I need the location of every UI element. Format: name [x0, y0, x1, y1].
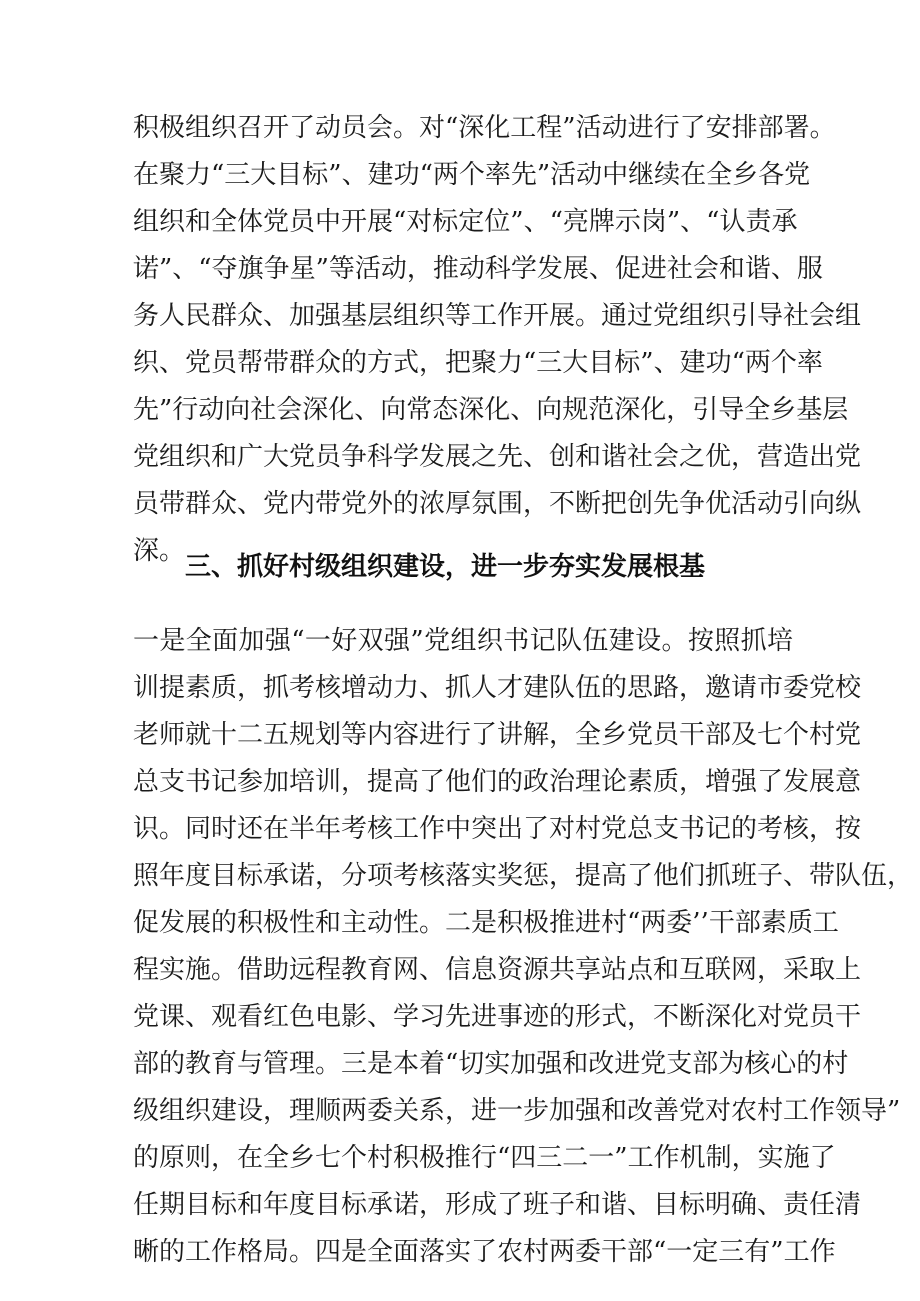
para2-line-4: 总支书记参加培训，提高了他们的政治理论素质，增强了发展意 [133, 767, 862, 797]
para1-line-7: 先”行动向社会深化、向常态深化、向规范深化，引导全乡基层 [133, 395, 849, 425]
para1-line-3: 组织和全体党员中开展“对标定位”、“亮牌示岗”、“认责承 [133, 207, 798, 237]
para2-line-5: 识。同时还在半年考核工作中突出了对村党总支书记的考核，按 [133, 814, 862, 844]
para2-line-3: 老师就十二五规划等内容进行了讲解，全乡党员干部及七个村党 [133, 720, 862, 750]
para2-line-9: 党课、观看红色电影、学习先进事迹的形式，不断深化对党员干 [133, 1002, 862, 1032]
section-heading: 三、抓好村级组织建设，进一步夯实发展根基 [185, 552, 706, 582]
para1-line-2: 在聚力“三大目标”、建功“两个率先”活动中继续在全乡各党 [133, 160, 811, 190]
para1-line-9: 员带群众、党内带党外的浓厚氛围，不断把创先争优活动引向纵 [133, 489, 862, 519]
para1-line-5: 务人民群众、加强基层组织等工作开展。通过党组织引导社会组 [133, 301, 862, 331]
para1-line-10: 深。 [133, 536, 186, 566]
para2-line-2: 训提素质，抓考核增动力、抓人才建队伍的思路，邀请市委党校 [133, 673, 862, 703]
para2-line-6: 照年度目标承诺，分项考核落实奖惩，提高了他们抓班子、带队伍， [133, 861, 914, 891]
para2-line-10: 部的教育与管理。三是本着“切实加强和改进党支部为核心的村 [133, 1049, 849, 1079]
para1-line-4: 诺”、“夺旗争星”等活动，推动科学发展、促进社会和谐、服 [133, 254, 823, 284]
para1-line-1: 积极组织召开了动员会。对“深化工程”活动进行了安排部署。 [133, 113, 836, 143]
para2-line-8: 程实施。借助远程教育网、信息资源共享站点和互联网，采取上 [133, 955, 862, 985]
para2-line-11: 级组织建设，理顺两委关系，进一步加强和改善党对农村工作领导” [133, 1096, 901, 1126]
para2-line-14: 晰的工作格局。四是全面落实了农村两委干部“一定三有”工作 [133, 1237, 836, 1267]
para1-line-6: 织、党员帮带群众的方式，把聚力“三大目标”、建功“两个率 [133, 348, 823, 378]
para2-line-13: 任期目标和年度目标承诺，形成了班子和谐、目标明确、责任清 [133, 1190, 862, 1220]
para2-line-7: 促发展的积极性和主动性。二是积极推进村“两委’’干部素质工 [133, 908, 839, 938]
para2-line-12: 的原则，在全乡七个村积极推行“四三二一”工作机制，实施了 [133, 1143, 836, 1173]
para1-line-8: 党组织和广大党员争科学发展之先、创和谐社会之优，营造出党 [133, 442, 862, 472]
para2-line-1: 一是全面加强“一好双强”党组织书记队伍建设。按照抓培 [133, 626, 793, 656]
